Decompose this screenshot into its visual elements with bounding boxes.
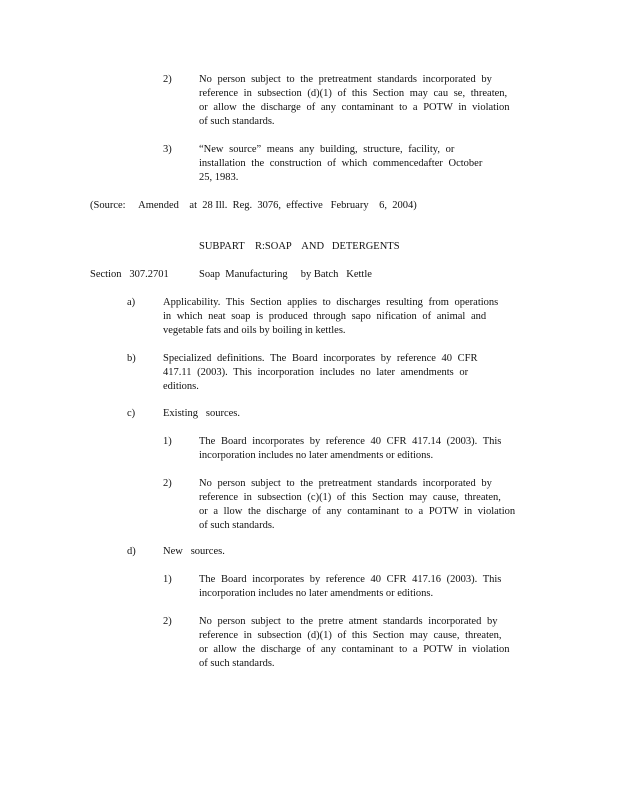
- text-line: installation the construction of which commencedafter October: [199, 158, 483, 169]
- text-line: incorporation includes no later amendments or editions.: [199, 588, 434, 599]
- subsection-label: c): [127, 408, 136, 419]
- subsection-d-item-2-text: [199, 615, 513, 671]
- text-line: The Board incorporates by reference 40 CFR 417.16 (2003). This: [199, 574, 502, 585]
- item-number: 3): [163, 144, 172, 155]
- subsection-d-item-1-text: [199, 573, 517, 601]
- text-line: of such standards.: [199, 658, 275, 669]
- subsection-a-text: [163, 296, 517, 338]
- text-line: reference in subsection (d)(1) of this Section may cause, threaten,: [199, 630, 502, 641]
- item-number: 1): [163, 574, 172, 585]
- text-line: No person subject to the pretreatment standards incorporated by: [199, 74, 492, 85]
- section-title: Soap Manufacturing by Batch Kettle: [199, 269, 372, 280]
- item-number: 2): [163, 616, 172, 627]
- text-line: reference in subsection (d)(1) of this Section may cau se, threaten,: [199, 88, 508, 99]
- text-line: 417.11 (2003). This incorporation includes no later amendments or: [163, 367, 469, 378]
- subsection-d-heading: New sources.: [163, 546, 225, 557]
- text-line: of such standards.: [199, 116, 275, 127]
- item-number: 1): [163, 436, 172, 447]
- section-number: Section 307.2701: [90, 269, 169, 280]
- text-line: “New source” means any building, structure, facility, or: [199, 144, 455, 155]
- text-line: in which neat soap is produced through sapo nification of animal and: [163, 311, 487, 322]
- subsection-label: b): [127, 353, 136, 364]
- prior-item-2-text: [199, 73, 511, 129]
- text-line: incorporation includes no later amendments or editions.: [199, 450, 434, 461]
- text-line: or allow the discharge of any contaminant to a POTW in violation: [199, 644, 510, 655]
- text-line: No person subject to the pretre atment standards incorporated by: [199, 616, 498, 627]
- text-line: No person subject to the pretreatment standards incorporated by: [199, 478, 492, 489]
- subsection-c-heading: Existing sources.: [163, 408, 240, 419]
- text-line: of such standards.: [199, 520, 275, 531]
- text-line: 25, 1983.: [199, 172, 239, 183]
- subsection-label: d): [127, 546, 136, 557]
- text-line: The Board incorporates by reference 40 CFR 417.14 (2003). This: [199, 436, 502, 447]
- subsection-c-item-1-text: [199, 435, 515, 463]
- item-number: 2): [163, 478, 172, 489]
- text-line: or allow the discharge of any contaminant to a POTW in violation: [199, 102, 510, 113]
- subpart-heading: SUBPART R:SOAP AND DETERGENTS: [199, 241, 400, 252]
- prior-item-3-text: [199, 143, 511, 185]
- text-line: editions.: [163, 381, 199, 392]
- text-line: or a llow the discharge of any contaminant to a POTW in violation: [199, 506, 516, 517]
- text-line: Applicability. This Section applies to discharges resulting from operations: [163, 297, 499, 308]
- subsection-c-item-2-text: [199, 477, 515, 533]
- text-line: vegetable fats and oils by boiling in kettles.: [163, 325, 346, 336]
- item-number: 2): [163, 74, 172, 85]
- source-note: (Source: Amended at 28 Ill. Reg. 3076, effective February 6, 2004): [90, 200, 417, 211]
- subsection-label: a): [127, 297, 136, 308]
- text-line: Specialized definitions. The Board incorporates by reference 40 CFR: [163, 353, 478, 364]
- text-line: reference in subsection (c)(1) of this Section may cause, threaten,: [199, 492, 501, 503]
- subsection-b-text: [163, 352, 517, 394]
